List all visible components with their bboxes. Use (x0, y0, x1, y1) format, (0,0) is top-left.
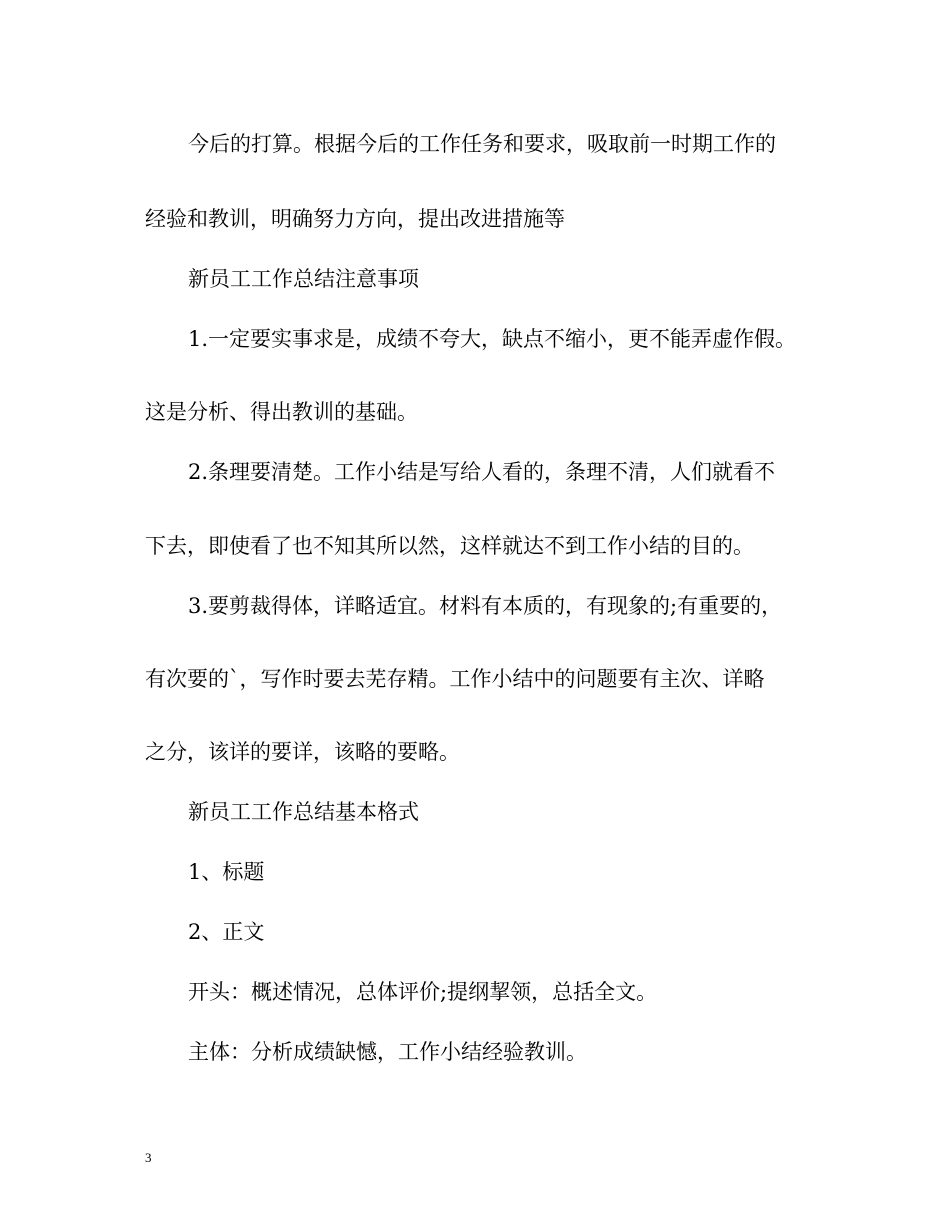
page-number: 3 (145, 1150, 152, 1165)
section-heading: 新员工工作总结基本格式 (188, 800, 419, 824)
list-item-text: 2、正文 (188, 920, 265, 944)
body-text-line: 下去，即使看了也不知其所以然，这样就达不到工作小结的目的。 (145, 534, 754, 558)
list-item-text: 2.条理要清楚。工作小结是写给人看的，条理不清，人们就看不 (188, 460, 776, 484)
section-heading: 新员工工作总结注意事项 (188, 267, 419, 291)
body-text-line: 经验和教训，明确努力方向，提出改进措施等 (145, 207, 565, 231)
list-item-text: 3.要剪裁得体，详略适宜。材料有本质的，有现象的;有重要的， (188, 594, 783, 618)
body-text-line: 有次要的`，写作时要去芜存精。工作小结中的问题要有主次、详略 (145, 667, 765, 691)
body-text-line: 开头：概述情况，总体评价;提纲挈领，总括全文。 (188, 980, 658, 1004)
body-text-line: 今后的打算。根据今后的工作任务和要求，吸取前一时期工作的 (188, 132, 776, 156)
list-item-text: 1.一定要实事求是，成绩不夸大，缺点不缩小，更不能弄虚作假。 (188, 327, 797, 351)
body-text-line: 主体：分析成绩缺憾，工作小结经验教训。 (188, 1040, 587, 1064)
body-text-line: 这是分析、得出教训的基础。 (145, 400, 418, 424)
body-text-line: 之分，该详的要详，该略的要略。 (145, 740, 460, 764)
list-item-text: 1、标题 (188, 860, 265, 884)
